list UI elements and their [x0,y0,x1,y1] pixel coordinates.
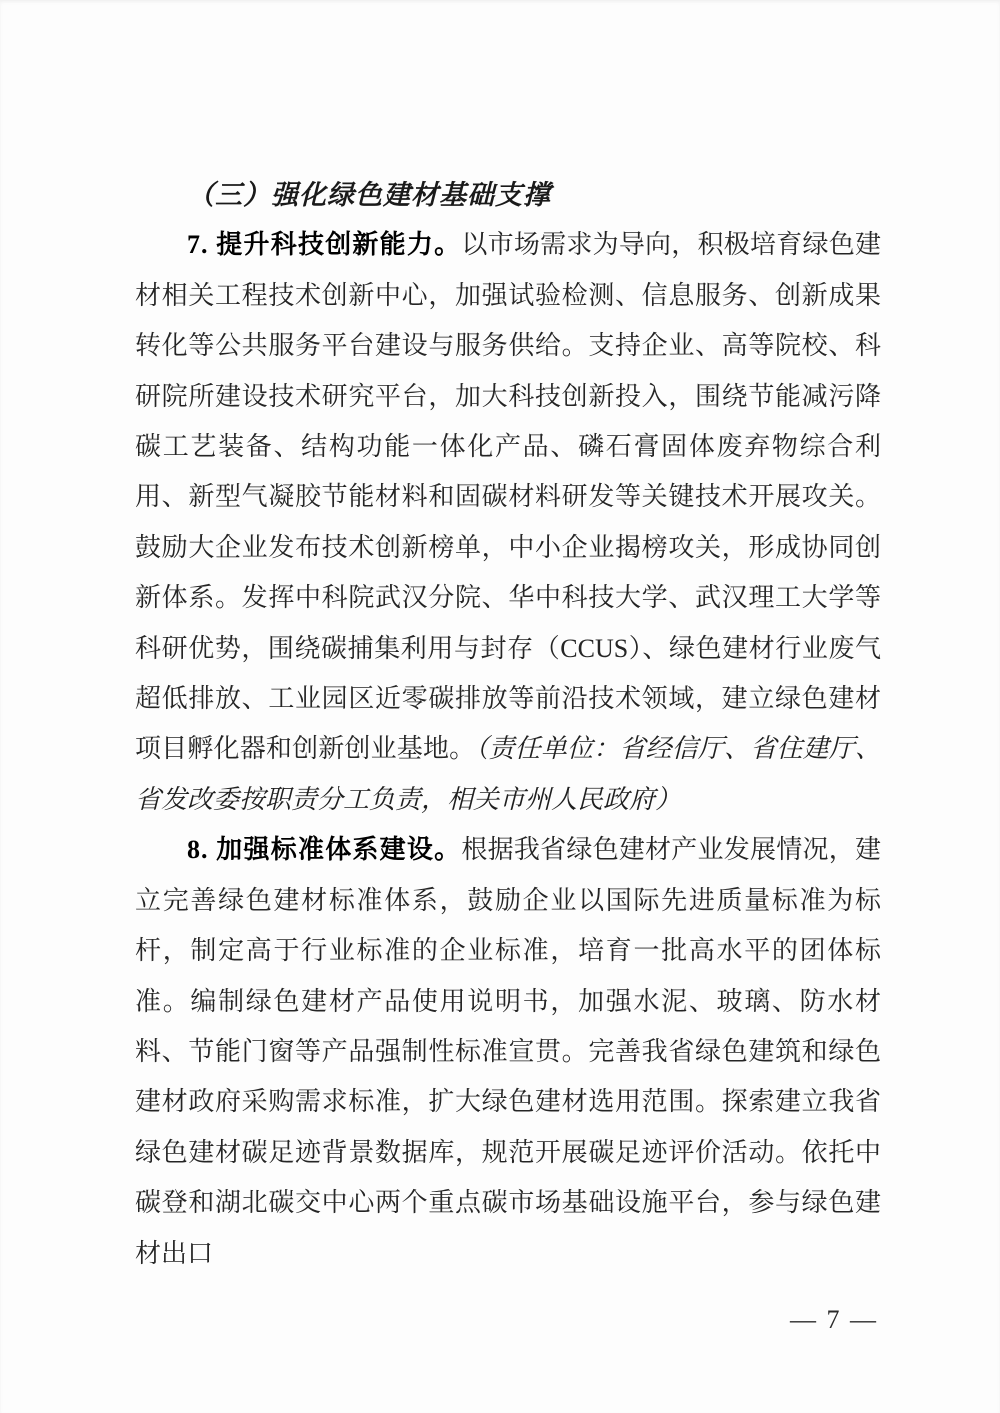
paragraph-7-responsibility: （责任单位：省经信厅、省住建厅、省发改委按职责分工负责，相关市州人民政府） [135,734,881,814]
document-body [135,170,881,1279]
page-number: — 7 — [790,1305,878,1334]
paragraph-8-lead: 8. 加强标准体系建设。 [187,835,462,865]
paragraph-7 [135,220,881,825]
paragraph-8-text: 根据我省绿色建材产业发展情况，建立完善绿色建材标准体系，鼓励企业以国际先进质量标准为标杆，制定高于行业标准的企业标准，培育一批高水平的团体标准。编制绿色建材产品使用说明书，加强水泥、玻璃、防水材料、节能门窗等产品强制性标准宣贯。完善我省绿色建筑和绿色建材政府采购需求标准，扩大绿色建材选用范围。探索建立我省绿色建材碳足迹背景数据库，规范开展碳足迹评价活动。依托中碳登和湖北碳交中心两个重点碳市场基础设施平台，参与绿色建材出口 [135,835,881,1268]
paragraph-8 [135,825,881,1279]
paragraph-7-text: 以市场需求为导向，积极培育绿色建材相关工程技术创新中心，加强试验检测、信息服务、创新成果转化等公共服务平台建设与服务供给。支持企业、高等院校、科研院所建设技术研究平台，加大科技创新投入，围绕节能减污降碳工艺装备、结构功能一体化产品、磷石膏固体废弃物综合利用、新型气凝胶节能材料和固碳材料研发等关键技术开展攻关。鼓励大企业发布技术创新榜单，中小企业揭榜攻关，形成协同创新体系。发挥中科院武汉分院、华中科技大学、武汉理工大学等科研优势，围绕碳捕集利用与封存（CCUS）、绿色建材行业废气超低排放、工业园区近零碳排放等前沿技术领域，建立绿色建材项目孵化器和创新创业基地。 [135,230,881,764]
paragraph-7-lead: 7. 提升科技创新能力。 [187,230,462,260]
section-heading: （三）强化绿色建材基础支撑 [187,180,551,210]
